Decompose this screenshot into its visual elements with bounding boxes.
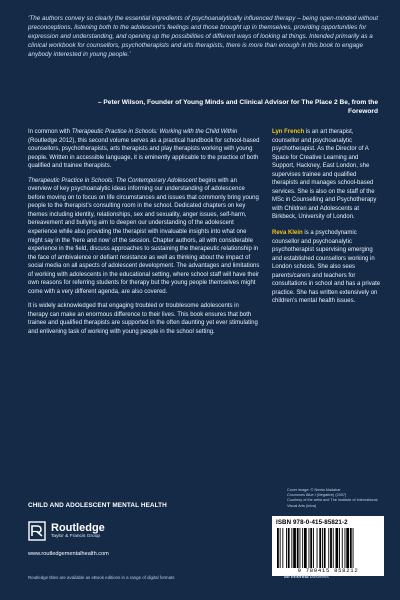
author-bio-reva-klein: Reva Klein is a psychodynamic counsellor and psychoanalytic psychotherapist supervising emerging and established counsellors working in London schools. She also sees parents/carers and teachers for consultations in school and has a private practice. She has written extensively on children’s mental health issues.: [272, 230, 381, 305]
description-paragraph: It is widely acknowledged that engaging troubled or troublesome adolescents in therapy can make an enormous difference to their lives. This book ensures that both trainee and qualified therapists are supported in the often daunting yet ever stimulating and enlivening task of working with young people in the school setting.: [28, 303, 258, 336]
publisher-website-link[interactable]: www.routledgementalhealth.com: [28, 551, 109, 557]
routledge-emblem-icon: [28, 521, 46, 541]
book-description: [28, 128, 260, 343]
author-bios: [272, 128, 382, 313]
barcode-number: 9 780415 858212: [297, 567, 359, 574]
description-paragraph: In common with Therapeutic Practice in Schools: Working with the Child Within (Routledge 2012), this second volume serves as a practical handbook for school-based counsellors, psychotherapists, arts therapists and play therapists working with young people. Written in accessible language, it is eminently applicable to the practice of both qualified and trainee therapists.: [28, 129, 260, 170]
series-name: CHILD AND ADOLESCENT MENTAL HEALTH: [28, 502, 167, 509]
quote-attribution: – Peter Wilson, Founder of Young Minds and Clinical Advisor for The Place 2 Be, from the Foreword: [97, 99, 378, 116]
author-bio-lyn-french: Lyn French is an art therapist, counsellor and psychoanalytic psychotherapist. As the Director of A Space for Creative Learning and Support, Hackney, East London, she supervises trainee and qualified therapists and manages school-based services. She is also on the staff of the MSc in Counselling and Psychotherapy with Children and Adolescents at Birkbeck, University of London.: [272, 129, 377, 221]
informa-business-note: an informa business: [284, 575, 329, 580]
author-name: Lyn French: [272, 129, 305, 135]
barcode-bars: [276, 528, 380, 568]
publisher-group: Taylor & Francis Group: [51, 534, 101, 539]
first-volume-title: Therapeutic Practice in Schools: Working with the Child Within: [71, 129, 238, 135]
routledge-logo: [28, 520, 148, 544]
book-title: Therapeutic Practice in Schools: The Contemporary Adolescent: [28, 177, 197, 184]
cover-image-credit: Cover image: © Neeta Madahar Cosmoses Blue I (Negative) (2007) Courtesy of the artist and The Institute of International Visual Arts (iniva): [287, 488, 378, 508]
description-paragraph: Therapeutic Practice in Schools: The Contemporary Adolescent begins with an overview of key psychoanalytic ideas informing our understanding of adolescence before moving on to focus on life circumstances and issues that commonly bring young people to the therapist’s consulting room in the school. Dedicated chapters on key themes including identity, relationships, sex and sexuality, anger issues, self-harm, bereavement and bullying aim to deepen our understanding of the adolescent experience while also providing the therapist with invaluable insights into what one might say in the ‘here and now’ of the session. Chapter authors, all with considerable experience in the field, discuss approaches to sustaining the therapeutic relationship in the face of ambivalence or defiant resistance as well as thinking about the impact of social media on all aspects of adolescent development. The advantages and limitations of working with adolescents in the educational setting, where school staff will have their own reasons for referring students for therapy but the young people themselves might come with a very different agenda, are also covered.: [28, 177, 260, 295]
publisher-name: Routledge: [51, 522, 105, 534]
ebook-note: Routledge titles are available as eBook editions in a range of digital formats: [28, 575, 175, 580]
endorsement-quote: ‘The authors convey so clearly the essential ingredients of psychoanalytically influenced therapy – being open-minded without preconceptions, listening both to the adolescent’s feelings and those brought up in themselves, providing opportunities for expression and understanding, and opening up the possibilities of different ways of looking at things. Intended primarily as a clinical workbook for counsellors, psychotherapists and arts therapists, there is more than enough in this book to engage anybody interested in young people.’: [28, 15, 379, 59]
author-name: Reva Klein: [272, 230, 303, 237]
isbn-label: ISBN 978-0-415-85821-2: [276, 519, 348, 526]
isbn-barcode: [272, 516, 384, 576]
